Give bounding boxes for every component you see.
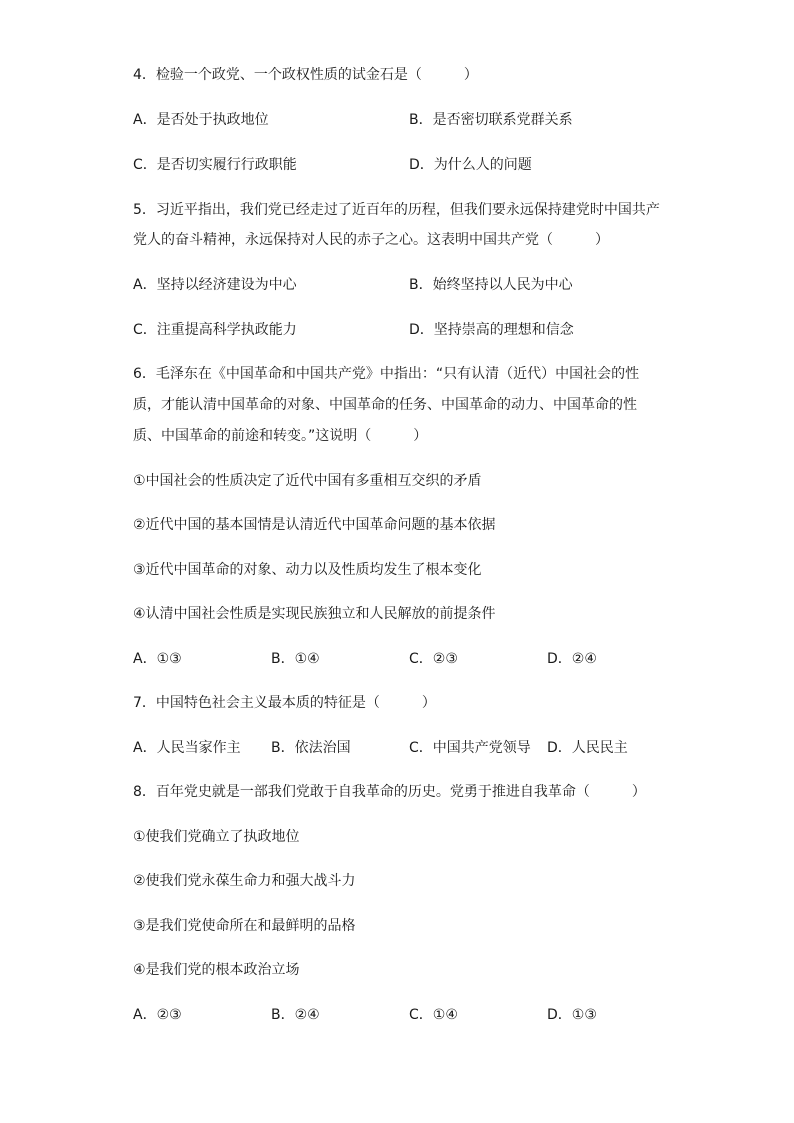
q6-option-d: D．②④ (547, 651, 597, 667)
q8-option-b: B．②④ (271, 1007, 320, 1023)
q4-option-b: B．是否密切联系党群关系 (409, 112, 573, 128)
q6-statement-3: ③近代中国革命的对象、动力以及性质均发生了根本变化 (133, 562, 482, 578)
q6-option-b: B．①④ (271, 651, 320, 667)
q8-statement-3: ③是我们党使命所在和最鲜明的品格 (133, 918, 356, 934)
q8-option-c: C．①④ (409, 1007, 458, 1023)
q8-statement-4: ④是我们党的根本政治立场 (133, 962, 300, 978)
q4-stem: 4．检验一个政党、一个政权性质的试金石是（ ） (133, 67, 478, 83)
q8-statement-2: ②使我们党永葆生命力和强大战斗力 (133, 873, 356, 889)
q6-option-a: A．①③ (133, 651, 182, 667)
q4-option-a: A．是否处于执政地位 (133, 112, 269, 128)
q6-statement-2: ②近代中国的基本国情是认清近代中国革命问题的基本依据 (133, 517, 496, 533)
q8-statement-1: ①使我们党确立了执政地位 (133, 829, 300, 845)
q6-statement-1: ①中国社会的性质决定了近代中国有多重相互交织的矛盾 (133, 473, 482, 489)
q5-option-c: C．注重提高科学执政能力 (133, 322, 297, 338)
q4-option-d: D．为什么人的问题 (409, 157, 532, 173)
q6-stem-line2: 质，才能认清中国革命的对象、中国革命的任务、中国革命的动力、中国革命的性 (133, 397, 637, 413)
q4-option-c: C．是否切实履行行政职能 (133, 157, 297, 173)
q8-option-a: A．②③ (133, 1007, 182, 1023)
q7-option-d: D．人民民主 (547, 740, 628, 756)
q5-option-a: A．坚持以经济建设为中心 (133, 277, 297, 293)
q6-stem-line1: 6．毛泽东在《中国革命和中国共产党》中指出：“只有认清（近代）中国社会的性 (133, 366, 640, 382)
q5-option-d: D．坚持崇高的理想和信念 (409, 322, 574, 338)
q7-option-a: A．人民当家作主 (133, 740, 241, 756)
q7-option-c: C．中国共产党领导 (409, 740, 531, 756)
q6-statement-4: ④认清中国社会性质是实现民族独立和人民解放的前提条件 (133, 606, 496, 622)
q6-stem-line3: 质、中国革命的前途和转变。”这说明（ ） (133, 428, 428, 444)
q7-option-b: B．依法治国 (271, 740, 351, 756)
q5-option-b: B．始终坚持以人民为中心 (409, 277, 573, 293)
q5-stem-line2: 党人的奋斗精神，永远保持对人民的赤子之心。这表明中国共产党（ ） (133, 232, 609, 248)
q5-stem-line1: 5．习近平指出，我们党已经走过了近百年的历程，但我们要永远保持建党时中国共产 (133, 202, 660, 218)
q8-stem: 8．百年党史就是一部我们党敢于自我革命的历史。党勇于推进自我革命（ ） (133, 784, 646, 800)
q6-option-c: C．②③ (409, 651, 458, 667)
q8-option-d: D．①③ (547, 1007, 597, 1023)
q7-stem: 7．中国特色社会主义最本质的特征是（ ） (133, 695, 436, 711)
